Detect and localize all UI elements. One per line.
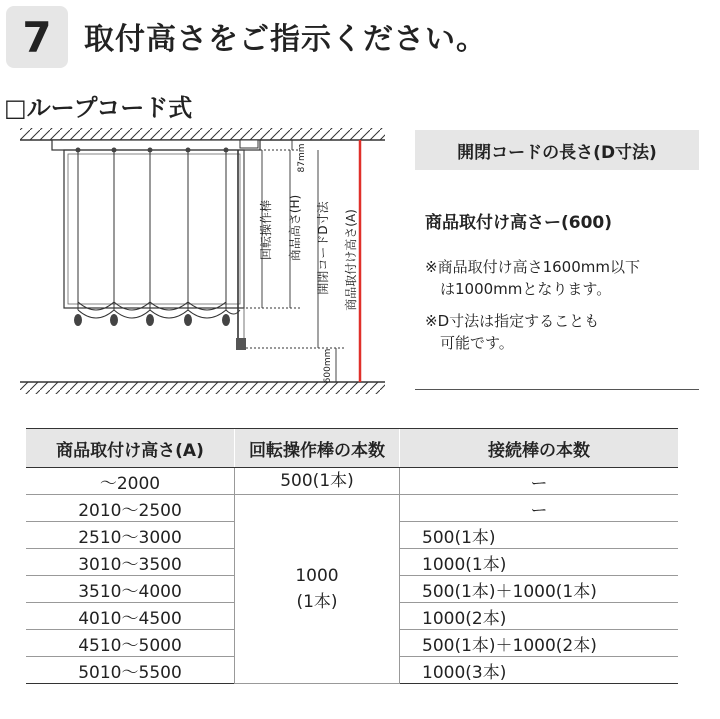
table-row: 3010〜3500 1000(1本) [26, 549, 678, 576]
blind-frame [64, 150, 244, 308]
step-number-badge [6, 6, 68, 68]
table-row: 2510〜3000 500(1本) [26, 522, 678, 549]
label-product-height: 商品高さ(H) [288, 194, 302, 262]
col-connector-count: 接続棒の本数 [400, 429, 679, 468]
loop-cord-diagram [0, 110, 400, 410]
info-header: 開閉コードの長さ(D寸法) [415, 130, 699, 170]
ceiling [20, 128, 385, 140]
info-divider [415, 389, 699, 390]
vertical-louvers [78, 150, 240, 318]
label-install-height: 商品取付け高さ(A) [344, 209, 358, 311]
louver-weights [74, 148, 230, 327]
info-main-formula: 商品取付け高さー(600) [425, 213, 613, 233]
info-note-1: ※商品取付け高さ1600mm以下 は1000mmとなります。 [425, 258, 640, 298]
label-d-dimension: 開閉コードD寸法 [316, 201, 330, 295]
table-row: 5010〜5500 1000(3本) [26, 657, 678, 684]
page-title: 取付高さをご指示ください。 [84, 22, 487, 57]
table-row: 4510〜5000 500(1本)＋1000(2本) [26, 630, 678, 657]
table-header-row [26, 429, 678, 468]
step-number: 7 [22, 12, 52, 62]
spec-table [26, 428, 678, 684]
head-rail [52, 140, 260, 150]
table-row: 〜2000 500(1本) ー [26, 468, 678, 495]
info-note-2: ※D寸法は指定することも 可能です。 [425, 312, 600, 352]
mount-bracket [240, 140, 258, 148]
label-87mm: 87mm [297, 143, 307, 173]
merged-rod-count: 1000 (1本) [235, 495, 400, 684]
col-rod-count: 回転操作棒の本数 [235, 429, 400, 468]
section-title: □ループコード式 [4, 94, 193, 122]
table-row: 4010〜4500 1000(2本) [26, 603, 678, 630]
col-install-height: 商品取付け高さ(A) [26, 429, 235, 468]
label-600mm: 600mm [323, 348, 333, 384]
label-rotating-rod: 回転操作棒 [259, 199, 273, 261]
table-row: 2010〜2500 1000 (1本) ー [26, 495, 678, 522]
table-row: 3510〜4000 500(1本)＋1000(1本) [26, 576, 678, 603]
